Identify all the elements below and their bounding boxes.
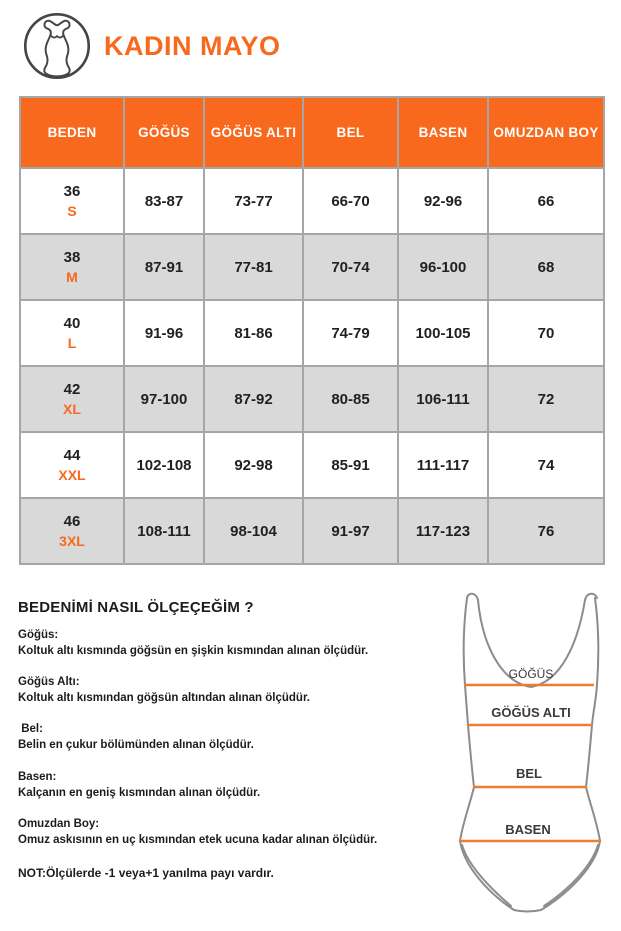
gogus-value: 97-100 (124, 366, 204, 432)
size-cell (20, 168, 124, 234)
omuzdan-boy-value: 74 (488, 432, 604, 498)
swimsuit-leg-right-inner (544, 845, 598, 906)
measuring-guide (18, 599, 426, 880)
diagram-label-basen: BASEN (505, 822, 551, 837)
size-number: 36 (63, 182, 81, 200)
basen-value: 100-105 (398, 300, 488, 366)
omuzdan-boy-value: 72 (488, 366, 604, 432)
size-label: 3XL (59, 532, 85, 549)
gogus-alti-value: 81-86 (204, 300, 303, 366)
bel-value: 91-97 (303, 498, 398, 564)
guide-item-text: Koltuk altı kısmında göğsün en şişkin kısmından alınan ölçüdür. (18, 645, 369, 658)
size-cell (20, 432, 124, 498)
diagram-label-gogus-alti: GÖĞÜS ALTI (491, 705, 571, 720)
guide-item-gogus (18, 627, 426, 659)
guide-item-bel (18, 721, 426, 753)
gogus-alti-value: 77-81 (204, 234, 303, 300)
column-header-omuzdan-boy: OMUZDAN BOY (488, 97, 604, 168)
guide-item-text: Omuz askısının en uç kısmından etek ucuna kadar alınan ölçüdür. (18, 833, 378, 846)
size-cell (20, 300, 124, 366)
omuzdan-boy-value: 66 (488, 168, 604, 234)
swimsuit-crotch (514, 910, 541, 912)
bel-value: 66-70 (303, 168, 398, 234)
table-row (20, 366, 604, 432)
gogus-value: 102-108 (124, 432, 204, 498)
basen-value: 96-100 (398, 234, 488, 300)
swimsuit-icon (22, 11, 92, 81)
gogus-alti-value: 98-104 (204, 498, 303, 564)
diagram-label-gogus: GÖĞÜS (508, 667, 554, 681)
swimsuit-strap-left (467, 594, 478, 600)
size-number: 40 (63, 314, 81, 332)
omuzdan-boy-value: 76 (488, 498, 604, 564)
diagram-label-bel: BEL (516, 766, 542, 781)
guide-note: NOT:Ölçülerde -1 veya+1 yanılma payı vardır. (18, 865, 274, 880)
size-cell (20, 234, 124, 300)
table-header-row (20, 97, 604, 168)
size-cell (20, 366, 124, 432)
bel-value: 85-91 (303, 432, 398, 498)
column-header-gogus: GÖĞÜS (124, 97, 204, 168)
size-label: L (67, 334, 77, 351)
swimsuit-outline-left (460, 598, 514, 910)
page-title: KADIN MAYO (104, 31, 281, 61)
gogus-value: 87-91 (124, 234, 204, 300)
size-label: XL (63, 400, 81, 417)
gogus-alti-value: 92-98 (204, 432, 303, 498)
guide-item-text: Belin en çukur bölümünden alınan ölçüdür. (18, 739, 254, 752)
guide-item-omuzdan-boy (18, 816, 426, 848)
table-row (20, 432, 604, 498)
basen-value: 92-96 (398, 168, 488, 234)
size-label: M (66, 268, 78, 285)
size-table (19, 96, 605, 565)
size-label: XXL (58, 466, 86, 483)
bel-value: 70-74 (303, 234, 398, 300)
size-label: S (67, 202, 77, 219)
column-header-beden: BEDEN (20, 97, 124, 168)
swimsuit-measurement-diagram (448, 588, 620, 928)
table-row (20, 498, 604, 564)
gogus-value: 91-96 (124, 300, 204, 366)
guide-item-text: Koltuk altı kısmından göğsün altından alınan ölçüdür. (18, 692, 310, 705)
column-header-gogus-alti: GÖĞÜS ALTI (204, 97, 303, 168)
guide-item-basen (18, 769, 426, 801)
gogus-value: 83-87 (124, 168, 204, 234)
guide-item-label: Omuzdan Boy: (18, 817, 100, 830)
table-row (20, 234, 604, 300)
table-row (20, 168, 604, 234)
basen-value: 111-117 (398, 432, 488, 498)
guide-item-label: Göğüs Altı: (18, 676, 80, 689)
guide-item-label: Basen: (18, 770, 57, 783)
size-number: 44 (63, 446, 81, 464)
table-row (20, 300, 604, 366)
omuzdan-boy-value: 70 (488, 300, 604, 366)
column-header-basen: BASEN (398, 97, 488, 168)
basen-value: 117-123 (398, 498, 488, 564)
bel-value: 80-85 (303, 366, 398, 432)
gogus-alti-value: 87-92 (204, 366, 303, 432)
guide-heading: BEDENİMİ NASIL ÖLÇEÇEĞİM ? (18, 599, 254, 616)
size-number: 46 (63, 512, 81, 530)
size-number: 38 (63, 248, 81, 266)
guide-item-label: Bel: (18, 723, 43, 736)
size-number: 42 (63, 380, 81, 398)
swimsuit-outline-right (541, 598, 600, 910)
guide-item-text: Kalçanın en geniş kısmından alınan ölçüdür. (18, 786, 261, 799)
gogus-value: 108-111 (124, 498, 204, 564)
gogus-alti-value: 73-77 (204, 168, 303, 234)
bel-value: 74-79 (303, 300, 398, 366)
column-header-bel: BEL (303, 97, 398, 168)
guide-item-gogus-alti (18, 674, 426, 706)
basen-value: 106-111 (398, 366, 488, 432)
size-cell (20, 498, 124, 564)
swimsuit-leg-left-inner (462, 845, 511, 906)
guide-item-label: Göğüs: (18, 629, 59, 641)
omuzdan-boy-value: 68 (488, 234, 604, 300)
